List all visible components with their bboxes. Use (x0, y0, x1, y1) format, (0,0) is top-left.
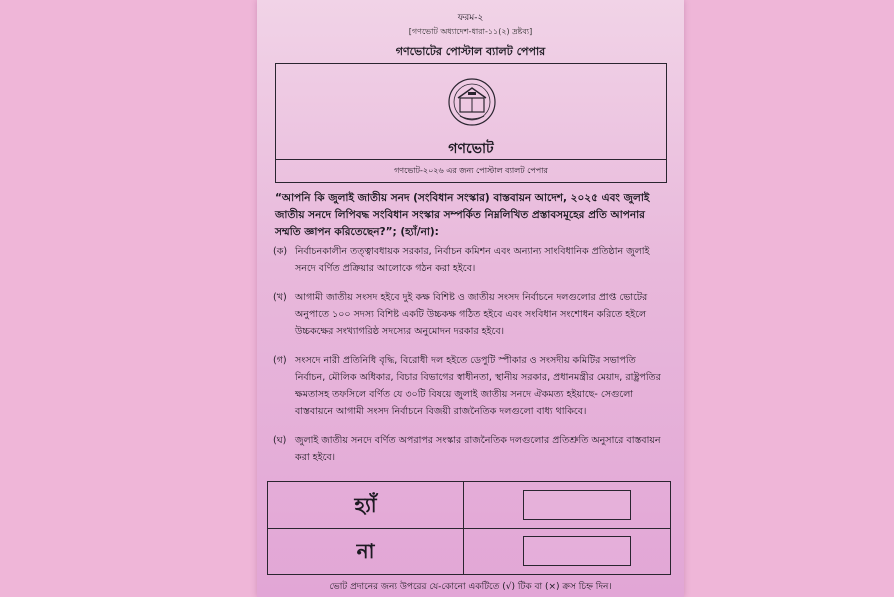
election-commission-seal-icon (446, 76, 498, 128)
no-row (268, 528, 670, 574)
no-mark-box[interactable] (523, 536, 631, 566)
item-marker: (ক) (273, 246, 288, 257)
item-marker: (গ) (273, 355, 287, 366)
proposal-list (273, 243, 668, 478)
voting-instruction: ভোট প্রদানের জন্য উপরের যে-কোনো একটিতে (√) টিক বা (×) ক্রস চিহ্ন দিন। (329, 582, 612, 592)
item-text: জুলাই জাতীয় সনদে বর্ণিত অপরাপর সংস্কার রাজনৈতিক দলগুলোর প্রতিশ্রুতি অনুসারে বাস্তবায়ন করা হইবে। (295, 435, 661, 463)
ballot-paper (257, 0, 684, 597)
yes-label: হ্যাঁ (268, 482, 464, 528)
yes-row (268, 482, 670, 529)
referendum-question: “আপনি কি জুলাই জাতীয় সনদ (সংবিধান সংস্কার) বাস্তবায়ন আদেশ, ২০২৫ এবং জুলাই জাতীয় সনদে লিপিবদ্ধ সংবিধান সংস্কার সম্পর্কিত নিম্নলিখিত প্রস্তাবসমূহের প্রতি আপনার সম্মতি জ্ঞাপন করিতেছেন?”; (হ্যাঁ/না): (275, 192, 650, 238)
answer-table (267, 481, 671, 575)
box-subtitle: গণভোট-২০২৬ এর জন্য পোস্টাল ব্যালট পেপার (276, 159, 666, 182)
proposal-item (273, 352, 668, 420)
proposal-item (273, 289, 668, 340)
item-marker: (খ) (273, 292, 287, 303)
proposal-item (273, 243, 668, 277)
form-number: ফরম-২ (457, 13, 484, 23)
yes-mark-box[interactable] (523, 490, 631, 520)
header-box (275, 63, 667, 183)
ordinance-reference: [গণভোট অধ্যাদেশ-ধারা-১১(২) দ্রষ্টব্য] (408, 27, 533, 36)
ballot-heading: গণভোটের পোস্টাল ব্যালট পেপার (395, 45, 546, 58)
proposal-item (273, 432, 668, 466)
no-label: না (268, 528, 464, 574)
item-marker: (ঘ) (273, 435, 287, 446)
item-text: নির্বাচনকালীন তত্ত্বাবধায়ক সরকার, নির্বাচন কমিশন এবং অন্যান্য সাংবিধানিক প্রতিষ্ঠান জুলাই সনদে বর্ণিত প্রক্রিয়ার আলোকে গঠন করা হইবে। (295, 246, 650, 274)
item-text: সংসদে নারী প্রতিনিধি বৃদ্ধি, বিরোধী দল হইতে ডেপুটি স্পীকার ও সংসদীয় কমিটির সভাপতি নির্বাচন, মৌলিক অধিকার, বিচার বিভাগের স্বাধীনতা, স্থানীয় সরকার, প্রধানমন্ত্রীর মেয়াদ, রাষ্ট্রপতির ক্ষমতাসহ তফসিলে বর্ণিত যে ৩০টি বিষয়ে জুলাই জাতীয় সনদে ঐকমত্য হইয়াছে- সেগুলো বাস্তবায়নে আগামী সংসদ নির্বাচনে বিজয়ী রাজনৈতিক দলগুলো বাধ্য থাকিবে। (295, 355, 661, 417)
item-text: আগামী জাতীয় সংসদ হইবে দুই কক্ষ বিশিষ্ট ও জাতীয় সংসদ নির্বাচনে দলগুলোর প্রাপ্ত ভোটের অনুপাতে ১০০ সদস্য বিশিষ্ট একটি উচ্চকক্ষ গঠিত হইবে এবং সংবিধান সংশোধন করিতে হইলে উচ্চকক্ষের সংখ্যাগরিষ্ঠ সদস্যের অনুমোদন দরকার হইবে। (295, 292, 648, 337)
box-title: গণভোট (448, 141, 494, 157)
